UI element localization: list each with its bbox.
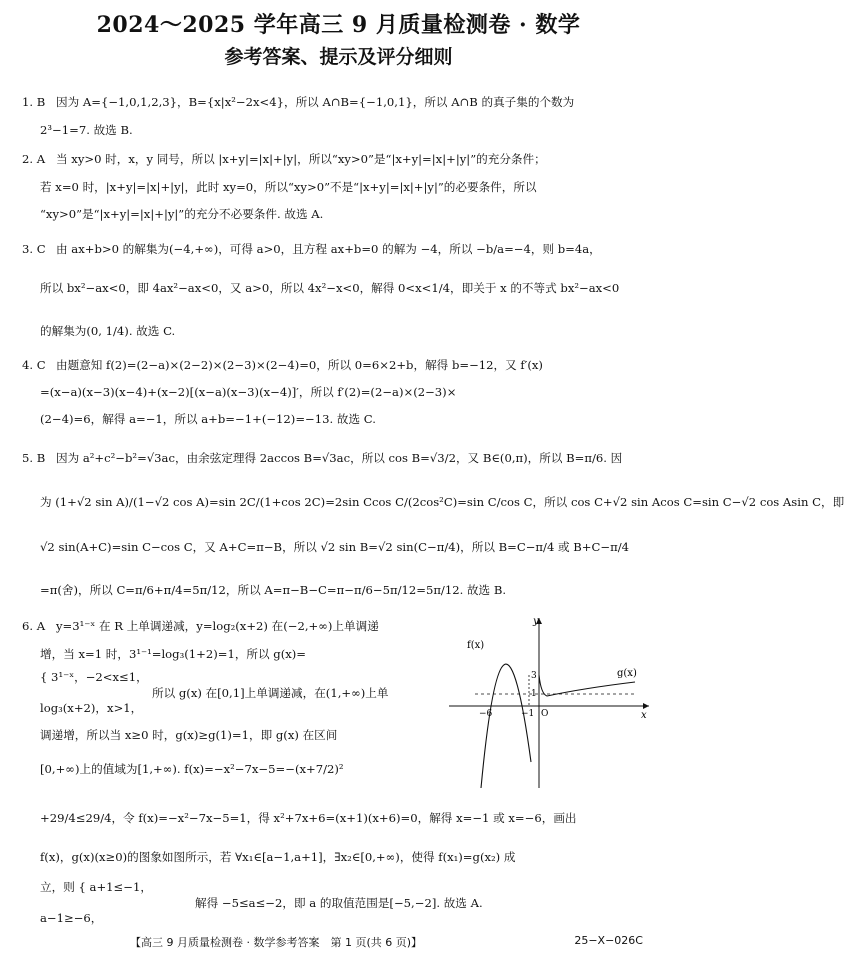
function-graph bbox=[445, 612, 655, 792]
q3-line1: 3. C 由 ax+b>0 的解集为(−4,+∞)，可得 a>0，且方程 ax+b=0 的解为 −4，所以 −b/a=−4，则 b=4a， bbox=[22, 242, 601, 256]
label-x: x bbox=[641, 710, 647, 721]
q5-number: 5. B bbox=[22, 451, 46, 465]
footer-code: 25−X−026C bbox=[574, 934, 643, 947]
q6-number: 6. A bbox=[22, 619, 46, 633]
q6-line8c: a−1≥−6， bbox=[40, 911, 103, 925]
page-title: 2024～2025 学年高三 9 月质量检测卷 · 数学 bbox=[96, 12, 581, 38]
page-subtitle: 参考答案、提示及评分细则 bbox=[224, 46, 453, 68]
q2-number: 2. A bbox=[22, 152, 46, 166]
footer-center: 【高三 9 月质量检测卷 · 数学参考答案 第 1 页(共 6 页)】 bbox=[130, 936, 423, 949]
q6-line2: 增，当 x=1 时，3¹⁻¹=log₃(1+2)=1，所以 g(x)= bbox=[40, 647, 307, 661]
curve-f bbox=[481, 664, 531, 788]
q6-line3a: { 3¹⁻ˣ，−2<x≤1， bbox=[40, 670, 148, 684]
tick-3: 3 bbox=[531, 671, 537, 681]
q4-line1: 4. C 由题意知 f(2)=(2−a)×(2−2)×(2−3)×(2−4)=0，所以 0=6×2+b，解得 b=−12，又 f′(x) bbox=[22, 358, 543, 372]
label-origin: O bbox=[541, 709, 549, 719]
q1-number: 1. B bbox=[22, 95, 46, 109]
q6-line1: 6. A y=3¹⁻ˣ 在 R 上单调递减，y=log₂(x+2) 在(−2,+∞)上单调递 bbox=[22, 619, 379, 633]
q4-number: 4. C bbox=[22, 358, 46, 372]
q1-line1: 1. B 因为 A={−1,0,1,2,3}，B={x|x²−2x<4}，所以 A∩B={−1,0,1}，所以 A∩B 的真子集的个数为 bbox=[22, 95, 575, 109]
q6-line7: f(x)，g(x)(x≥0)的图象如图所示，若 ∀x₁∈[a−1,a+1]，∃x₂∈[0,+∞)，使得 f(x₁)=g(x₂) 成 bbox=[40, 850, 516, 864]
q2-line1: 2. A 当 xy>0 时，x，y 同号，所以 |x+y|=|x|+|y|，所以“xy>0”是“|x+y|=|x|+|y|”的充分条件； bbox=[22, 152, 546, 166]
label-f: f(x) bbox=[467, 640, 485, 651]
label-y: y bbox=[533, 616, 539, 627]
q2-line2: 若 x=0 时，|x+y|=|x|+|y|，此时 xy=0，所以“xy>0”不是“|x+y|=|x|+|y|”的必要条件，所以 bbox=[40, 180, 537, 194]
q6-line3b: 所以 g(x) 在[0,1]上单调递减，在(1,+∞)上单 bbox=[152, 686, 389, 700]
q6-line5: [0,+∞)上的值域为[1,+∞). f(x)=−x²−7x−5=−(x+7/2)² bbox=[40, 762, 344, 776]
q4-line3: (2−4)=6，解得 a=−1，所以 a+b=−1+(−12)=−13. 故选 C. bbox=[40, 412, 376, 426]
tick-1: 1 bbox=[531, 689, 537, 699]
tick-neg1: −1 bbox=[521, 709, 535, 719]
q6-line8b: 解得 −5≤a≤−2，即 a 的取值范围是[−5,−2]. 故选 A. bbox=[195, 896, 483, 910]
q6-line3c: log₃(x+2)，x>1， bbox=[40, 701, 143, 715]
q2-line3: “xy>0”是“|x+y|=|x|+|y|”的充分不必要条件. 故选 A. bbox=[40, 207, 324, 221]
q6-line6: +29/4≤29/4，令 f(x)=−x²−7x−5=1，得 x²+7x+6=(x+1)(x+6)=0，解得 x=−1 或 x=−6，画出 bbox=[40, 811, 577, 825]
q5-line1: 5. B 因为 a²+c²−b²=√3ac，由余弦定理得 2accos B=√3ac，所以 cos B=√3/2，又 B∈(0,π)，所以 B=π/6. 因 bbox=[22, 451, 623, 465]
q4-line2: =(x−a)(x−3)(x−4)+(x−2)[(x−a)(x−3)(x−4)]′，所以 f′(2)=(2−a)×(2−3)× bbox=[40, 385, 457, 399]
q5-line4: =π(舍)，所以 C=π/6+π/4=5π/12，所以 A=π−B−C=π−π/6−5π/12=5π/12. 故选 B. bbox=[40, 583, 507, 597]
q1-line2: 2³−1=7. 故选 B. bbox=[40, 123, 133, 137]
q5-line3: √2 sin(A+C)=sin C−cos C，又 A+C=π−B，所以 √2 sin B=√2 sin(C−π/4)，所以 B=C−π/4 或 B+C−π/4 bbox=[40, 540, 630, 554]
q6-line4: 调递增，所以当 x≥0 时，g(x)≥g(1)=1，即 g(x) 在区间 bbox=[40, 728, 338, 742]
q5-line2: 为 (1+√2 sin A)/(1−√2 cos A)=sin 2C/(1+cos 2C)=2sin Ccos C/(2cos²C)=sin C/cos C，所以 cos C+√2 sin Acos C=sin C−√2 cos Asin C，即 bbox=[40, 495, 844, 509]
q6-line8a: 立，则 { a+1≤−1， bbox=[40, 880, 152, 894]
tick-neg6: −6 bbox=[479, 709, 493, 719]
q3-number: 3. C bbox=[22, 242, 46, 256]
x-axis-arrow bbox=[643, 703, 649, 709]
q3-line2: 所以 bx²−ax<0，即 4ax²−ax<0，又 a>0，所以 4x²−x<0，解得 0<x<1/4，即关于 x 的不等式 bx²−ax<0 bbox=[40, 281, 620, 295]
label-g: g(x) bbox=[617, 668, 637, 679]
q3-line3: 的解集为(0, 1/4). 故选 C. bbox=[40, 324, 176, 338]
